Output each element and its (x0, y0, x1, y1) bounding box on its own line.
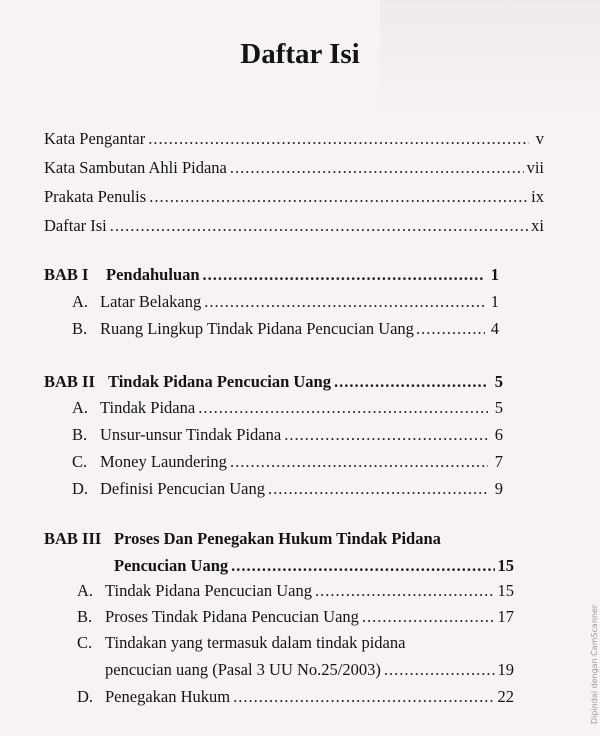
toc-entry (77, 580, 514, 602)
entry-text: Penegakan Hukum (105, 687, 231, 706)
chapter-label (44, 264, 200, 286)
entry-letter: C. (77, 633, 93, 652)
entry-text: Tindak Pidana Pencucian Uang (105, 581, 312, 600)
entry-letter: B. (72, 319, 88, 338)
toc-entry (72, 478, 503, 500)
entry-text: Money Laundering (100, 452, 227, 471)
page-title: Daftar Isi (240, 38, 360, 70)
leader-dots (230, 157, 524, 179)
chapter-title: Proses Dan Penegakan Hukum Tindak Pidana (114, 529, 441, 548)
chapter-page: 15 (497, 556, 514, 575)
entry-label (72, 424, 281, 446)
entry-page: ix (531, 187, 544, 206)
entry-letter: B. (77, 607, 93, 626)
chapter-heading (44, 264, 499, 286)
entry-text: Latar Belakang (100, 292, 202, 311)
entry-label (77, 580, 312, 602)
toc-entry (72, 318, 499, 340)
entry-label: Kata Pengantar (44, 129, 146, 148)
leader-dots (334, 371, 488, 393)
toc-entry (44, 186, 544, 208)
toc-entry-multiline (77, 632, 405, 654)
entry-label: Prakata Penulis (44, 187, 147, 206)
toc-entry (44, 128, 544, 150)
entry-page: xi (531, 216, 544, 235)
entry-page: 17 (497, 607, 514, 626)
entry-letter: D. (72, 479, 89, 498)
leader-dots (362, 606, 495, 628)
entry-page: 15 (497, 581, 514, 600)
toc-entry (72, 451, 503, 473)
entry-label (72, 397, 195, 419)
entry-label (72, 451, 227, 473)
entry-label: Kata Sambutan Ahli Pidana (44, 158, 227, 177)
leader-dots (233, 686, 494, 708)
leader-dots (384, 659, 495, 681)
toc-entry (72, 291, 499, 313)
leader-dots (416, 318, 485, 340)
entry-letter: B. (72, 425, 88, 444)
chapter-number: BAB II (44, 372, 95, 391)
leader-dots (315, 580, 495, 602)
entry-letter: A. (72, 292, 89, 311)
toc-entry (44, 157, 544, 179)
entry-letter: A. (72, 398, 89, 417)
entry-page: 9 (494, 479, 503, 498)
leader-dots (231, 555, 494, 577)
entry-page: 22 (497, 687, 514, 706)
toc-entry (77, 686, 514, 708)
leader-dots (149, 186, 528, 208)
entry-text: Ruang Lingkup Tindak Pidana Pencucian Uang (100, 319, 414, 338)
entry-page: v (535, 129, 544, 148)
entry-label (72, 291, 201, 313)
leader-dots (284, 424, 488, 446)
chapter-title: Pendahuluan (106, 265, 200, 284)
scanner-watermark (580, 604, 599, 724)
entry-label: Daftar Isi (44, 216, 107, 235)
entry-letter: D. (77, 687, 94, 706)
leader-dots (230, 451, 488, 473)
toc-entry (72, 397, 503, 419)
entry-page: 19 (497, 660, 514, 679)
leader-dots (110, 215, 528, 237)
entry-page: 6 (494, 425, 503, 444)
chapter-number: BAB I (44, 265, 89, 284)
entry-text: Unsur-unsur Tindak Pidana (100, 425, 282, 444)
toc-entry (44, 215, 544, 237)
entry-label (77, 686, 230, 708)
toc-entry (105, 659, 514, 681)
chapter-page: 1 (490, 265, 499, 284)
chapter-label (44, 371, 331, 393)
entry-page: vii (526, 158, 544, 177)
leader-dots (198, 397, 488, 419)
entry-text-line2: pencucian uang (Pasal 3 UU No.25/2003) (105, 660, 381, 679)
entry-text: Tindak Pidana (100, 398, 196, 417)
leader-dots (268, 478, 488, 500)
entry-letter: A. (77, 581, 94, 600)
entry-text: Proses Tindak Pidana Pencucian Uang (105, 607, 359, 626)
chapter-page: 5 (494, 372, 503, 391)
leader-dots (204, 291, 484, 313)
chapter-heading-continued (114, 555, 514, 577)
entry-page: 1 (490, 292, 499, 311)
entry-label (72, 318, 414, 340)
entry-label (72, 478, 265, 500)
entry-page: 5 (494, 398, 503, 417)
entry-page: 7 (494, 452, 503, 471)
chapter-heading (44, 528, 441, 550)
entry-label (77, 606, 359, 628)
chapter-title-line2: Pencucian Uang (114, 556, 229, 575)
chapter-title: Tindak Pidana Pencucian Uang (108, 372, 331, 391)
toc-entry (72, 424, 503, 446)
watermark-text: Dipindai dengan CamScanner (590, 604, 599, 724)
toc-entry (77, 606, 514, 628)
chapter-number: BAB III (44, 529, 102, 548)
entry-text-line1: Tindakan yang termasuk dalam tindak pidana (105, 633, 406, 652)
leader-dots (203, 264, 484, 286)
entry-page: 4 (490, 319, 499, 338)
leader-dots (148, 128, 529, 150)
entry-letter: C. (72, 452, 88, 471)
entry-text: Definisi Pencucian Uang (100, 479, 265, 498)
chapter-heading (44, 371, 503, 393)
